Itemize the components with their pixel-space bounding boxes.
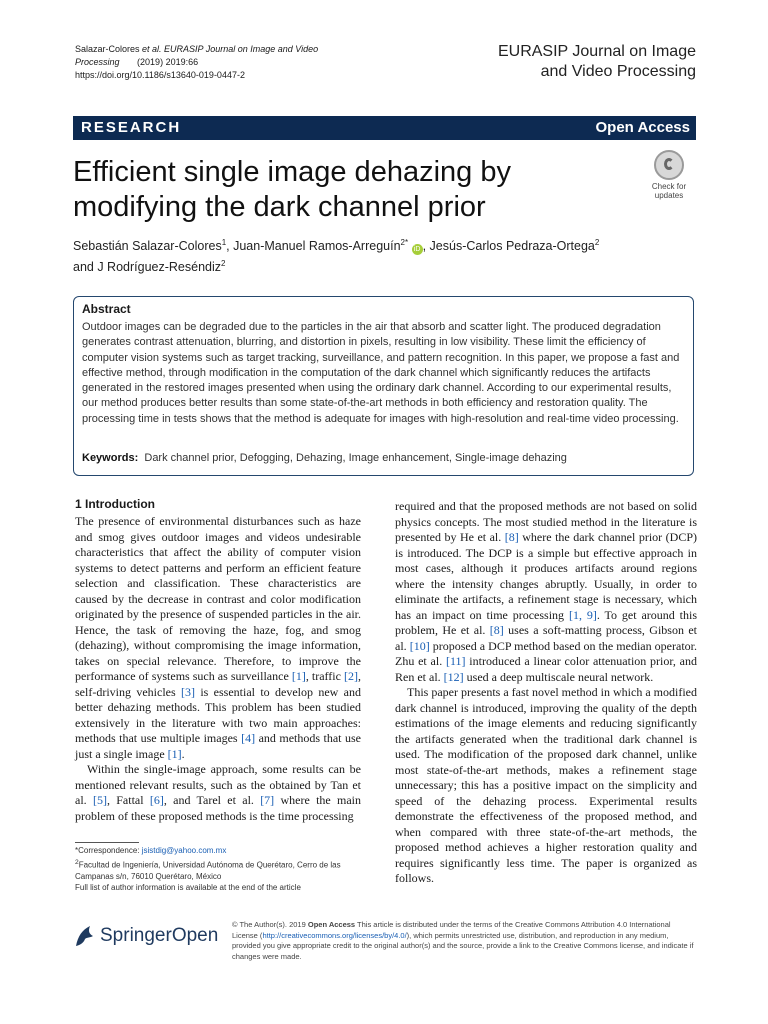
citation-link[interactable]: [2] — [344, 669, 358, 683]
paragraph — [395, 499, 697, 685]
citation-link[interactable]: [12] — [443, 669, 464, 684]
keywords-list: Dark channel prior, Defogging, Dehazing, Image enhancement, Single-image dehazing — [144, 452, 567, 464]
license-link[interactable]: http://creativecommons.org/licenses/by/4.0/ — [262, 930, 407, 940]
citation-link[interactable]: [1] — [291, 669, 306, 683]
badge-label: Check for updates — [651, 182, 687, 200]
correspondence-email[interactable]: jsistdig@yahoo.com.mx — [141, 846, 227, 855]
citation-link[interactable]: [7] — [260, 793, 275, 807]
text-run: is essential to develop new and better dehazing methods. This problem has been studied extensively in the literature with two main approaches: methods that use multiple images — [75, 684, 361, 745]
citation-link[interactable]: [11] — [445, 654, 466, 668]
open-access-label: Open Access — [595, 119, 690, 136]
text-run: where the dark channel prior (DCP) is introduced. The DCP is a simple but effective approach in most cases, although it produces artifacts around regions where the intensity changes abruptly. Usually, in order to eliminate the artifacts, a refinement stage is necessary, which has an impact on time processing — [395, 530, 697, 622]
affiliation-text: Facultad de Ingeniería, Universidad Autónoma de Querétaro, Cerro de las Campanas s/n, 76010 Querétaro, México — [75, 860, 341, 881]
abstract-text: Outdoor images can be degraded due to the particles in the air that absorb and scatter light. The produced degradation generates contrast attenuation, blurring, and distortion in pixels, resulting in low visibility. These limit the efficiency of computer vision systems such as target tracking, surveillance, and pattern recognition. In this paper, we propose a fast and effective method, through modification in the computation of the dark channel which significantly reduces the artifacts generated in the restored images presented when using the ordinary dark channel. According to our experimental results, our method produces better results than some state-of-the-art methods in both efficiency and restoration quality. The processing time in tests shows that the method is adequate for images with high-resolution and real-time video processing. — [82, 321, 680, 425]
text-run: The presence of environmental disturbances such as haze and smog gives outdoor images and videos undesirable characteristics that affect the ability of computer vision systems to detect patterns and perform an efficient feature selection and classification. These characteristics are caused by the decrease in contrast and color modification originated by the presence of suspended particles in the air. Hence, the task of removing the haze, fog, and smog (dehazing), without compromising the image information, takes on special relevance. Therefore, to improve the performance of systems such as surveillance — [75, 514, 361, 683]
author-affiliation-sup: 2 — [594, 238, 600, 247]
text-run: . — [181, 746, 185, 761]
keywords-label: Keywords: — [82, 452, 139, 464]
author-info-note: Full list of author information is available at the end of the article — [75, 883, 301, 893]
citation-journal: et al. EURASIP Journal on Image and Video — [142, 44, 319, 54]
text-run: , traffic — [305, 669, 344, 683]
citation-header — [75, 43, 375, 82]
open-access-bold: Open Access — [307, 920, 356, 929]
footnotes — [75, 845, 365, 894]
journal-name: EURASIP Journal on Image and Video Processing — [497, 43, 696, 80]
paper-title: Efficient single image dehazing by modifying the dark channel prior — [73, 156, 511, 223]
text-run: introduced a linear color attenuation prior, and Ren et al. — [395, 654, 697, 684]
author-name: and J Rodríguez-Reséndiz — [73, 260, 221, 275]
citation-link[interactable]: [1] — [167, 746, 182, 761]
article-type-bar — [73, 116, 696, 140]
text-run: , Fattal — [106, 793, 150, 807]
abstract-heading: Abstract — [82, 302, 131, 316]
paragraph — [75, 514, 361, 762]
citation-journal-cont: Processing — [75, 57, 120, 67]
text-run: required and that the proposed methods are not based on solid physics concepts. The most studied method in the literature is presented by He et al. — [395, 499, 697, 544]
citation-link[interactable]: [4] — [241, 731, 256, 745]
text-run: This article is distributed under the terms of the Creative Commons Attribution 4.0 International License ( — [232, 920, 671, 940]
text-run: , self-driving vehicles — [75, 669, 361, 699]
author-affiliation-sup: 1 — [221, 238, 227, 247]
text-run: uses a soft-matting process, Gibson et al. — [395, 623, 697, 653]
correspondence-label: *Correspondence: — [75, 846, 142, 855]
text-run: . To get around this problem, He et al. — [395, 607, 697, 637]
text-run: Within the single-image approach, some results can be mentioned relevant results, such as the obtained by Tan et al. — [75, 762, 361, 807]
keywords — [82, 452, 688, 464]
text-run: , and Tarel et al. — [163, 793, 261, 807]
text-run: and methods that use just a single image — [75, 731, 362, 761]
text-run: ), which permits unrestricted use, distribution, and reproduction in any medium, provided you give appropriate credit to the original author(s) and the source, provide a link to the Creative Commons license, and indicate if changes were made. — [232, 930, 694, 961]
article-type-label: RESEARCH — [81, 119, 182, 136]
author-name: , Juan-Manuel Ramos-Arreguín — [226, 239, 401, 254]
text-run: proposed a DCP method based on the median operator. Zhu et al. — [395, 638, 697, 668]
citation-link[interactable]: [5] — [92, 793, 107, 807]
paragraph: This paper presents a fast novel method in which a modified dark channel is introduced, improving the quality of the depth estimations of the image elements and reducing significantly the artifacts generated when the traditional dark channel is used. The modification of the proposed dark channel, unlike most state-of-the-art methods, makes a refinement stage unnecessary; this has a positive impact on the simplicity and speed of the dehazing process. Experimental results demonstrate the effectiveness of the proposed method, and when compared with three state-of-the-art methods, the proposed method achieves a higher restoration quality and requires significantly less time. The paper is organized as follows. — [395, 685, 697, 885]
text-run: where the main problem of these proposed methods is the time processing — [75, 793, 362, 823]
author-affiliation-sup: 2 — [221, 259, 226, 269]
springer-horse-icon — [72, 922, 98, 950]
author-name: Sebastián Salazar-Colores — [73, 239, 222, 254]
section-heading: 1 Introduction — [75, 497, 155, 511]
publisher-name: Springer — [100, 925, 172, 946]
updates-icon — [654, 150, 684, 180]
text-run: © The Author(s). 2019 — [232, 920, 308, 929]
citation-link[interactable]: [10] — [409, 638, 430, 653]
license-text — [232, 920, 698, 962]
author-list — [73, 234, 693, 276]
citation-link[interactable]: [3] — [180, 684, 195, 699]
springer-open-logo — [72, 922, 222, 950]
paragraph — [75, 762, 361, 824]
author-affiliation-sup: 2* — [400, 238, 409, 247]
author-name: , Jesús-Carlos Pedraza-Ortega — [422, 239, 595, 254]
citation-link[interactable]: [6] — [149, 793, 164, 807]
orcid-icon[interactable]: iD — [412, 244, 423, 255]
body-column-left — [75, 514, 361, 824]
doi-link[interactable]: https://doi.org/10.1186/s13640-019-0447-2 — [75, 70, 245, 80]
text-run: used a deep multiscale neural network. — [463, 669, 654, 684]
citation-authors: Salazar-Colores — [75, 44, 143, 54]
citation-link[interactable]: [1, 9] — [568, 607, 597, 622]
body-column-right — [395, 499, 697, 887]
citation-link[interactable]: [8] — [504, 530, 519, 544]
check-for-updates-badge[interactable] — [642, 150, 696, 204]
citation-volume: (2019) 2019:66 — [137, 57, 199, 67]
affiliation-sup: 2 — [75, 858, 79, 866]
citation-link[interactable]: [8] — [489, 623, 504, 637]
footnote-divider — [75, 842, 139, 843]
publisher-open: Open — [171, 925, 219, 946]
